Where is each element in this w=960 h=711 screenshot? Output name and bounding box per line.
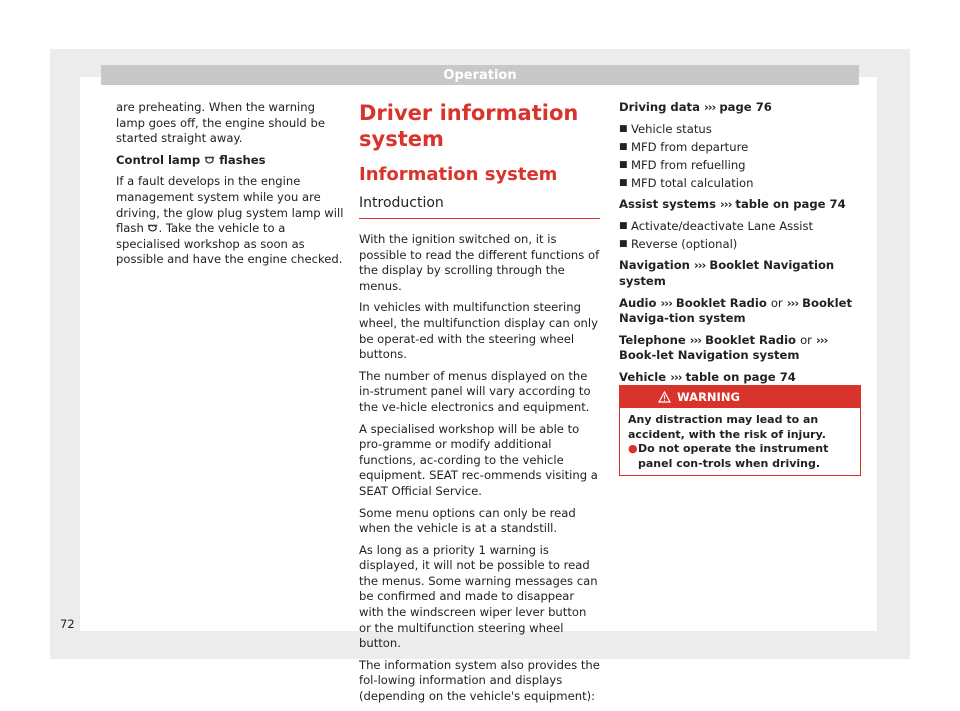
middle-column [359,100,600,711]
reference-arrow: ››› [670,369,682,384]
warning-triangle-icon [658,391,671,403]
telephone-navigation-link[interactable]: Book-let Navigation system [619,348,800,363]
fault-paragraph [116,174,346,268]
audio-label: Audio [619,295,657,310]
preheating-paragraph: are preheating. When the warning lamp goes off, the engine should be started straight away. [116,100,325,146]
intro-paragraph: With the ignition switched on, it is possible to read the different functions of the display by scrolling through the menus. [359,232,600,293]
reference-arrow: ››› [816,332,828,347]
bullet-dot-icon: ● [628,442,638,456]
list-item: ■ Activate/deactivate Lane Assist [619,219,859,235]
introduction-heading-rule [359,195,600,219]
vehicle-entry [619,370,859,386]
reference-arrow: ››› [693,258,706,273]
introduction-heading: Introduction [359,195,444,211]
navigation-link[interactable]: Booklet Navigation system [619,258,835,288]
assist-systems-entry [619,197,859,213]
glow-plug-lamp-icon [204,156,215,165]
assist-systems-label: Assist systems [619,197,716,212]
reference-arrow: ››› [720,197,732,212]
fault-text-end: . Take the vehicle to a specialised workshop as soon as possible and have the engine checked. [116,221,343,267]
audio-navigation-link[interactable]: Booklet Naviga-tion system [619,295,853,326]
warning-header [620,386,860,408]
control-lamp-heading [116,153,346,169]
driving-data-entry [619,100,859,116]
intro-paragraph: The information system also provides the fol-lowing information and displays (depending on the vehicle's equipment): [359,657,600,704]
list-item: ■ MFD total calculation [619,176,859,192]
glow-plug-lamp-icon [147,224,158,233]
assist-systems-list [619,219,859,253]
or-text: or [770,295,783,310]
intro-paragraph: The number of menus displayed on the in-strument panel will vary according to the ve-hicle electronics and equipment. [359,368,591,414]
intro-paragraph: A specialised workshop will be able to pro-gramme or modify additional functions, ac-cording to the vehicle equipment. SEAT rec-ommends visiting a SEAT Official Service. [359,421,598,498]
warning-bullet [628,442,852,471]
driving-data-label: Driving data [619,100,700,114]
telephone-label: Telephone [619,332,686,347]
fault-text-start: If a fault develops in the engine management system while you are driving, the glow plug system lamp will flash [116,174,344,236]
control-lamp-label: Control lamp [116,152,201,167]
warning-body [620,408,860,471]
telephone-radio-link[interactable]: Booklet Radio [705,332,797,347]
audio-entry [619,296,859,327]
left-column [116,100,346,274]
assist-systems-link[interactable]: table on page 74 [735,197,846,212]
reference-arrow: ››› [689,332,702,347]
audio-radio-link[interactable]: Booklet Radio [675,295,767,310]
intro-paragraph: In vehicles with multifunction steering wheel, the multifunction display can only be operat-ed with the steering wheel buttons. [359,300,598,362]
warning-text: Any distraction may lead to an accident, with the risk of injury. [628,413,826,441]
navigation-entry [619,258,859,289]
reference-arrow: ››› [786,295,799,310]
page-number: 72 [60,617,75,631]
warning-title: WARNING [677,390,740,404]
list-item: ■ Vehicle status [619,122,859,138]
intro-paragraph: As long as a priority 1 warning is displayed, it will not be possible to read the menus. Some warning messages can be confirmed and made to disappear with the windscreen wiper lever button or the multifunction steering wheel button. [359,542,598,651]
navigation-label: Navigation [619,258,690,273]
driving-data-link[interactable]: page 76 [719,100,772,114]
section-header: Operation [101,65,859,85]
warning-bullet-text: Do not operate the instrument panel con-trols when driving. [638,442,829,470]
vehicle-label: Vehicle [619,369,667,384]
or-text: or [800,332,812,347]
vehicle-link[interactable]: table on page 74 [685,369,796,384]
list-item: ■ MFD from departure [619,140,859,156]
control-lamp-suffix: flashes [219,152,266,167]
list-item: ■ MFD from refuelling [619,158,859,174]
warning-box [619,385,861,476]
intro-paragraph: Some menu options can only be read when the vehicle is at a standstill. [359,505,576,536]
telephone-entry [619,333,859,364]
list-item: ■ Reverse (optional) [619,237,859,253]
reference-arrow: ››› [703,100,716,114]
driving-data-list [619,122,859,192]
reference-arrow: ››› [660,295,672,310]
right-column [619,100,859,391]
section-subtitle: Information system [359,164,558,185]
chapter-title: Driver information system [359,101,579,151]
